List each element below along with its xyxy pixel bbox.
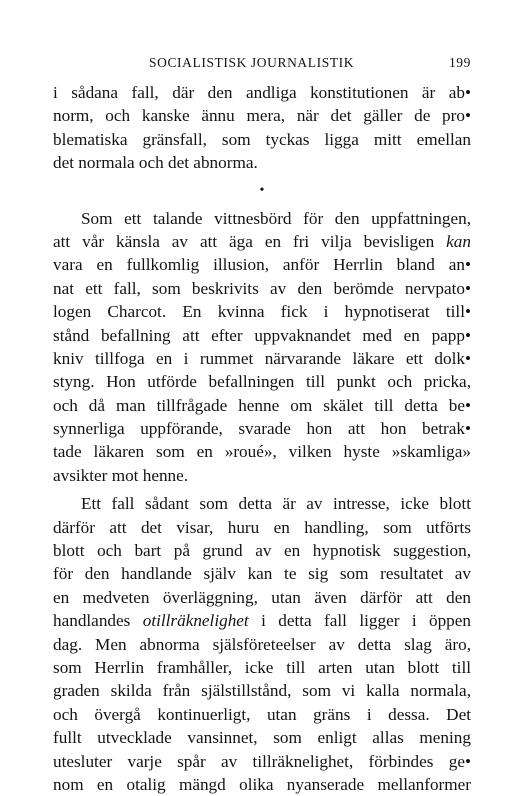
text-line: nat ett fall, som beskrivits av den berömde nervpato•	[53, 278, 471, 298]
text-line: norm, och kanske ännu mera, när det gäller de pro•	[53, 106, 471, 126]
text-line: Ett fall sådant som detta är av intresse, icke blott	[81, 494, 471, 514]
paragraph-1	[53, 81, 471, 175]
running-title: SOCIALISTISK JOURNALISTIK	[149, 55, 355, 70]
text-line: vara en fullkomlig illusion, anför Herrlin bland an•	[53, 255, 471, 275]
section-break-mark: •	[259, 182, 265, 198]
text-line: synnerliga uppförande, svarade hon att hon betrak•	[53, 419, 471, 439]
text-line: stånd befallning att efter uppvaknandet med en papp•	[53, 325, 471, 345]
text-line: kniv tillfoga en i rummet närvarande läkare ett dolk•	[53, 348, 471, 368]
book-page	[53, 55, 471, 796]
text-line: blott och bart på grund av en hypnotisk suggestion,	[53, 541, 471, 561]
text-line: det normala och det abnorma.	[53, 153, 258, 173]
text-line: och då man tillfrågade henne om skälet till detta be•	[53, 395, 471, 415]
text-line: därför att det visar, huru en handling, som utförts	[53, 517, 471, 537]
text-line: fullt utvecklade vansinnet, som enligt allas mening	[53, 728, 471, 748]
text-line: för den handlande själv kan te sig som resultatet av	[53, 564, 471, 584]
page-number: 199	[448, 55, 471, 70]
paragraph-2	[53, 207, 471, 488]
text-line: handlandes otillräknelighet i detta fall ligger i öppen	[53, 611, 471, 631]
text-line: i sådana fall, där den andliga konstitutionen är ab•	[53, 83, 471, 102]
text-line: styng. Hon utförde befallningen till punkt och pricka,	[53, 372, 471, 392]
text-line: blematiska gränsfall, som tyckas ligga mitt emellan	[53, 129, 471, 149]
page-header	[53, 55, 471, 81]
text-line: dag. Men abnorma själsföreteelser av detta slag äro,	[53, 634, 471, 654]
text-line: Som ett talande vittnesbörd för den uppfattningen,	[81, 208, 471, 228]
text-line: som Herrlin framhåller, icke till arten utan blott till	[53, 657, 471, 677]
text-line: utesluter varje spår av tillräknelighet, förbindes ge•	[53, 751, 471, 771]
paragraph-3	[53, 492, 471, 796]
text-line: logen Charcot. En kvinna fick i hypnotiserat till•	[53, 302, 471, 322]
text-line: en medveten överläggning, utan även därför att den	[53, 587, 471, 607]
text-line: avsikter mot henne.	[53, 465, 189, 485]
text-line: tade läkaren som en »roué», vilken hyste »skamliga»	[53, 442, 471, 462]
text-line: nom en otalig mängd olika nyanserade mellanformer	[53, 774, 471, 794]
text-line: graden skilda från själstillstånd, som vi kalla normala,	[53, 681, 471, 701]
text-line: att vår känsla av att äga en fri vilja bevisligen kan	[53, 231, 471, 251]
text-line: och övergå kontinuerligt, utan gräns i dessa. Det	[53, 704, 471, 724]
